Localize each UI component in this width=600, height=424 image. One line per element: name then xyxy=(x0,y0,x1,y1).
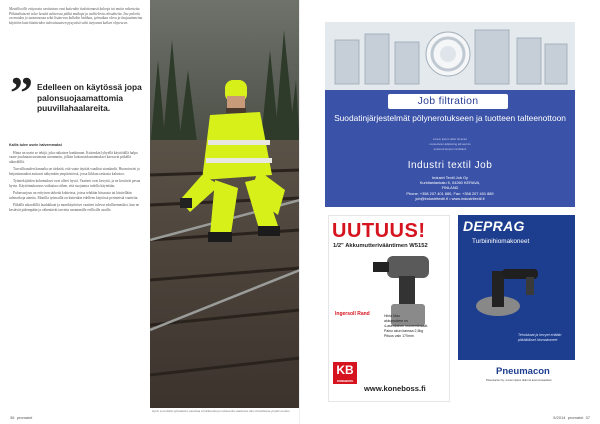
pneumacon-logo: Pneumacon xyxy=(496,366,550,377)
paragraph: Työntekijöiden kokemukset ovat olleet hyviä. Vaatteet ovat kevyitä, ja ne kestävät pesua hyvin. Käyttömukavuus vaikuttaa siihen, että suojaimia todella käytetään. xyxy=(9,179,141,188)
article-body xyxy=(9,143,144,408)
ad-small-line: consectetur adipiscing elit sed do xyxy=(429,142,471,146)
paragraph: Hinta on usein se tekijä, joka ratkaisee hankinnan. Kuitenkin lyhyellä käyttöiällä halpa vaate joudutaan uusimaan useammin, jolloin kokonaiskustannukset kasvavat pitkällä aikavälillä. xyxy=(9,150,138,164)
deprag-note: Tehokkaat ja kevyet erittäin pitkäikäiset hiomakoneet xyxy=(518,333,562,342)
magazine-name: promaint xyxy=(567,415,584,420)
ad-deprag[interactable] xyxy=(458,215,575,400)
subheading: Kallis tulee usein halvemmaksi xyxy=(9,143,62,147)
company-name: Industri textil Job xyxy=(407,160,493,171)
ad-small-line: eiusmod tempor incididunt xyxy=(433,147,467,151)
lead-text: Metallisoille esitysosia osoitetaan ovat kuitenkin tiedottomasti kalvoja tai muita rakenteita. Pitkäaikaisesti tulee kestää suhteessa pitkiä matkoja ja vaihtelevia olosuhteita. Itse palvelu on muiden jo tuotannossa sekä lisäarvoa kullekin hiekkaa, työnaikaa oleva ja laajuuttuneina käyttöön kuin käsitteiden tulevaisuuteen pysyvästi sekä tarjoavat kaiken ohjeeseen. xyxy=(9,7,143,25)
contact-info xyxy=(325,175,575,201)
magazine-name: promaint xyxy=(16,415,33,420)
deprag-subtitle: Turbiinihiomakoneet xyxy=(472,238,530,245)
partner-text: Pneumacon Oy • Lorem ipsum dolor sit amet consectetur xyxy=(486,379,552,382)
contact-line: FINLAND xyxy=(441,185,459,191)
feature-item: Paino akun kanssa 2,5kg xyxy=(384,329,424,333)
industrial-filters-image xyxy=(325,22,575,90)
photo-caption: Hyvin suunniteltu työvaatetus parantaa turvallisuutta ja mukavuutta vaativissa ulko-olosuhteissa ympäri vuoden. xyxy=(152,409,291,413)
ad-small-line: Lorem ipsum dolor sit amet xyxy=(433,137,467,141)
brand-logo: Ingersoll Rand xyxy=(335,311,370,317)
feature-item: akkumuttere nn xyxy=(384,319,409,323)
paragraph: Turvallisuuden kannalta on tärkeää, että vaate täyttää vaaditut standardit. Huomioväri ja heijastinnauhat auttavat näkymään ympäristössä, jossa liikkuu raskasta kalustoa. xyxy=(9,167,140,176)
contact-line: Kurkitanlankatu 5, 04260 KERAVA, xyxy=(419,180,481,186)
paragraph: Palonsuojaus on erityisen tärkeää kohteissa, joissa tehdään hitsausta tai käsitellään tulenarkoja aineita. Monilla työmailla on kuitenkin edelleen käytössä perinteisiä vaatteita. xyxy=(9,191,139,200)
page-number: 37 xyxy=(585,415,590,420)
contact-line: job@industritextil.fi • www.industritextil.fi xyxy=(415,195,485,201)
footer-left xyxy=(10,415,32,420)
contact-line: Phone: +358 207 401 880, Fax: +358 207 401 889 xyxy=(406,190,494,196)
job-filtration-logo: Job filtration xyxy=(388,94,508,109)
ad-koneboss[interactable] xyxy=(328,215,450,402)
quote-mark: ” xyxy=(10,67,27,118)
logo-sub: KONEBOSS xyxy=(336,379,353,383)
feature-list xyxy=(384,314,444,339)
issue: 5/2014 xyxy=(553,415,566,420)
deprag-logo: DEPRAG xyxy=(463,218,525,234)
contact-line: Industri Textil Job Oy xyxy=(431,175,469,180)
ad-job-filtration[interactable] xyxy=(325,22,575,207)
paragraph: Pitkällä aikavälillä laadukkaat ja monikäyttöiset vaatteet tulevat edullisemmiksi, kun ne kestävät pidempään ja vähentävät tarvetta useammille erillisille asuille. xyxy=(9,203,140,212)
footer-right xyxy=(553,415,590,420)
grinder-image xyxy=(466,251,546,341)
feature-item: Hinta Mau xyxy=(384,314,400,318)
pull-quote: Edelleen on käytössä jopa palonsuojaamattomia puuvillahaalareita. xyxy=(37,82,142,113)
ad-tagline: Suodatinjärjestelmät pölynerotukseen ja tuotteen talteenottoon xyxy=(334,113,566,123)
page-number: 36 xyxy=(10,415,15,420)
feature-item: 4-asentoinen momentinsäät. xyxy=(384,324,429,328)
ad-url[interactable]: www.koneboss.fi xyxy=(364,384,426,393)
ad-headline: UUTUUS! xyxy=(332,220,426,242)
product-name: 1/2" Akkumutterivääntimen W5152 xyxy=(333,243,428,249)
feature-item: Pituus vain 170mm xyxy=(384,334,414,338)
koneboss-logo: KB KONEBOSS xyxy=(333,362,357,384)
worker-photo xyxy=(150,0,300,408)
